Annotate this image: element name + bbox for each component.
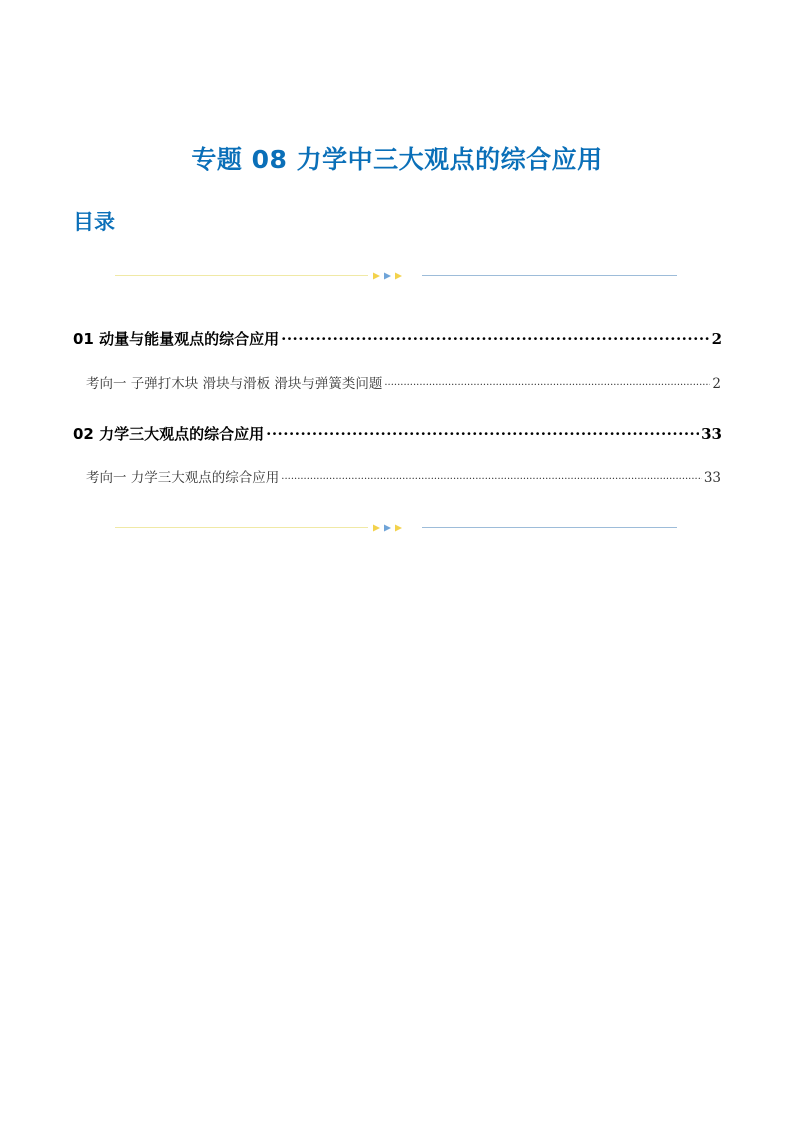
toc-leader-dots <box>281 330 709 348</box>
toc-entry-2[interactable] <box>73 423 722 444</box>
toc-page-number: 2 <box>712 376 721 392</box>
arrow-triangles-icon <box>373 523 409 533</box>
divider-top <box>115 271 677 281</box>
divider-line-right <box>422 275 677 276</box>
toc-page-number: 33 <box>701 425 722 443</box>
toc-leader-dots <box>281 474 702 485</box>
toc-leader-dots <box>266 425 699 443</box>
toc-subentry-label: 考向一 力学三大观点的综合应用 <box>86 470 280 486</box>
toc-entry-1[interactable] <box>73 328 722 349</box>
toc-subentry-label: 考向一 子弹打木块 滑块与滑板 滑块与弹簧类问题 <box>86 376 383 392</box>
toc-page-number: 2 <box>711 330 722 348</box>
page-title: 专题 08 力学中三大观点的综合应用 <box>191 145 603 174</box>
toc-subentry-2-1[interactable] <box>86 466 721 486</box>
divider-line-left <box>115 275 368 276</box>
toc-page-number: 33 <box>703 470 721 486</box>
toc-heading: 目录 <box>73 210 115 234</box>
divider-line-left <box>115 527 368 528</box>
arrow-triangles-icon <box>373 271 409 281</box>
divider-line-right <box>422 527 677 528</box>
toc-leader-dots <box>384 380 710 391</box>
toc-entry-label: 01 动量与能量观点的综合应用 <box>73 330 280 348</box>
divider-bottom <box>115 523 677 533</box>
toc-entry-label: 02 力学三大观点的综合应用 <box>73 425 265 443</box>
toc-subentry-1-1[interactable] <box>86 372 721 392</box>
